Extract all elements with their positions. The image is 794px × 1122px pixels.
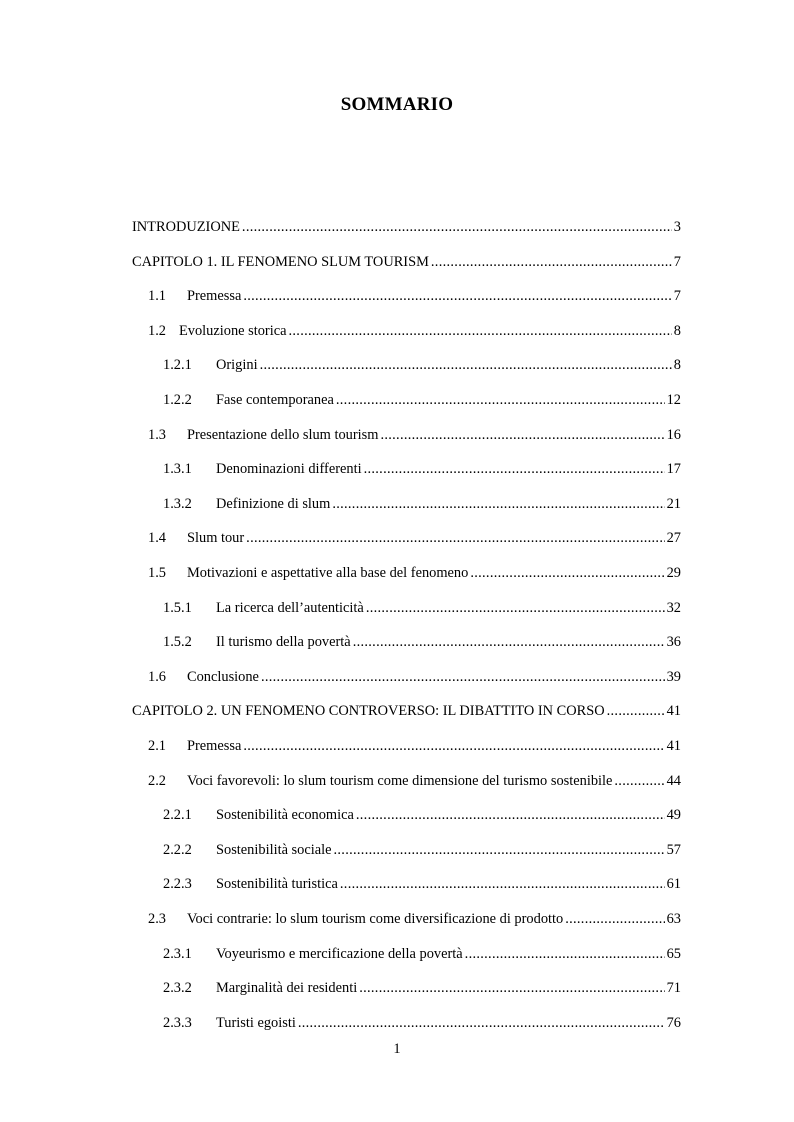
toc-entry-number: 1.5.2 (163, 634, 192, 651)
dot-leader (242, 220, 672, 234)
toc-entry[interactable] (132, 1006, 681, 1041)
dot-leader (340, 877, 665, 891)
toc-entry[interactable] (132, 556, 681, 591)
toc-entry-number: 1.6 (148, 668, 166, 685)
toc-entry-number: 2.3.3 (163, 1014, 192, 1031)
toc-entry-page: 71 (666, 980, 681, 997)
toc-entry-page: 57 (666, 841, 681, 858)
toc-entry[interactable] (132, 764, 681, 799)
toc-entry[interactable] (132, 314, 681, 349)
toc-entry[interactable] (132, 418, 681, 453)
toc-entry-page: 8 (673, 357, 681, 374)
toc-entry-number: 2.2.1 (163, 807, 192, 824)
toc-entry-page: 65 (666, 945, 681, 962)
toc-entry-title: La ricerca dell’autenticità (216, 599, 364, 616)
toc-entry-page: 44 (666, 772, 681, 789)
toc-entry-title: Premessa (187, 288, 242, 305)
dot-leader (353, 635, 665, 649)
toc-entry-page: 16 (666, 426, 681, 443)
page-number: 1 (393, 1041, 401, 1057)
toc-entry-title: Premessa (187, 738, 242, 754)
toc-entry[interactable] (132, 487, 681, 522)
toc-entry-number: 1.2 (148, 322, 166, 339)
toc-entry[interactable] (132, 833, 681, 868)
toc-entry-page: 3 (673, 219, 681, 236)
toc-entry-number: 1.2.2 (163, 392, 192, 409)
toc-entry-page: 41 (666, 703, 681, 720)
dot-leader (565, 912, 664, 926)
toc-entry-title: Turisti egoisti (216, 1014, 296, 1031)
dot-leader (465, 947, 665, 961)
toc-entry-title: CAPITOLO 2. UN FENOMENO CONTROVERSO: IL DIBATTITO IN CORSO (132, 703, 605, 720)
toc-entry-number: 1.3.2 (163, 495, 192, 512)
toc-entry-title: Motivazioni e aspettative alla base del fenomeno (187, 565, 469, 582)
toc-entry-page: 63 (666, 910, 681, 927)
toc-entry-page: 39 (666, 668, 681, 685)
toc-entry-number: 2.2.3 (163, 876, 192, 893)
toc-entry-title: Conclusione (187, 668, 259, 685)
toc-entry-title: INTRODUZIONE (132, 219, 240, 236)
toc-entry-title: Denominazioni differenti (216, 461, 362, 478)
toc-entry-title: Slum tour (187, 530, 245, 547)
toc-entry-number: 1.3.1 (163, 461, 192, 478)
toc-entry-title: Origini (216, 357, 258, 374)
toc-entry-number: 1.5.1 (163, 599, 192, 616)
toc-entry[interactable] (132, 936, 681, 971)
toc-entry-title: Sostenibilità sociale (216, 841, 332, 858)
dot-leader (289, 324, 672, 338)
dot-leader (366, 601, 665, 615)
toc-entry-title: Voci contrarie: lo slum tourism come diversificazione di prodotto (187, 910, 564, 927)
toc-entry[interactable] (132, 660, 681, 695)
toc-entry-title: Presentazione dello slum tourism (187, 426, 379, 443)
dot-leader (332, 497, 664, 511)
dot-leader (334, 843, 665, 857)
toc-entry[interactable] (132, 902, 681, 937)
toc-entry-page: 36 (666, 634, 681, 651)
toc-entry-number: 1.3 (148, 426, 166, 443)
toc-entry-number: 2.3.1 (163, 945, 192, 962)
toc-entry-page: 7 (673, 288, 681, 305)
toc-entry-number: 1.4 (148, 530, 166, 547)
toc-entry-page: 21 (666, 495, 681, 512)
toc-entry-page: 76 (666, 1014, 681, 1031)
toc-entry[interactable] (132, 625, 681, 660)
toc-entry-number: 2.1 (148, 738, 166, 754)
dot-leader (359, 981, 664, 995)
toc-entry[interactable] (132, 383, 681, 418)
dot-leader (298, 1016, 665, 1030)
toc-entry-number: 2.2.2 (163, 841, 192, 858)
dot-leader (614, 774, 664, 788)
dot-leader (243, 289, 671, 303)
toc-entry-title: Evoluzione storica (179, 322, 287, 339)
dot-leader (380, 428, 664, 442)
page-title: SOMMARIO (340, 94, 454, 115)
dot-leader (261, 670, 665, 684)
toc-entry-number: 2.2 (148, 772, 166, 789)
toc-entry-title: Voyeurismo e mercificazione della povertà (216, 945, 463, 962)
toc-entry[interactable] (132, 452, 681, 487)
toc-entry-title: Il turismo della povertà (216, 634, 351, 651)
dot-leader (356, 808, 665, 822)
toc-entry[interactable] (132, 348, 681, 383)
toc-entry-title: CAPITOLO 1. IL FENOMENO SLUM TOURISM (132, 253, 429, 270)
dot-leader (364, 462, 665, 476)
toc-entry-title: Sostenibilità turistica (216, 876, 338, 893)
toc-entry-number: 1.1 (148, 288, 166, 305)
toc-entry[interactable] (132, 245, 681, 280)
dot-leader (470, 566, 664, 580)
toc-entry-number: 1.5 (148, 565, 166, 582)
toc-entry[interactable] (132, 521, 681, 556)
dot-leader (260, 358, 672, 372)
toc-entry[interactable] (132, 210, 681, 245)
toc-entry[interactable] (132, 729, 681, 764)
toc-entry-page: 8 (673, 322, 681, 339)
dot-leader (431, 255, 672, 269)
toc-entry[interactable] (132, 694, 681, 729)
toc-entry-number: 1.2.1 (163, 357, 192, 374)
toc-entry-page: 32 (666, 599, 681, 616)
toc-entry-title: Voci favorevoli: lo slum tourism come dimensione del turismo sostenibile (187, 772, 613, 789)
toc-entry-page: 17 (666, 461, 681, 478)
dot-leader (607, 704, 665, 718)
toc-entry-page: 29 (666, 565, 681, 582)
toc-entry-page: 61 (666, 876, 681, 893)
toc-entry-page: 12 (666, 392, 681, 409)
toc-entry[interactable] (132, 867, 681, 902)
table-of-contents (132, 210, 681, 1040)
toc-entry-title: Sostenibilità economica (216, 807, 354, 824)
toc-entry-page: 49 (666, 807, 681, 824)
toc-entry-page: 41 (666, 738, 681, 754)
toc-entry[interactable] (132, 798, 681, 833)
dot-leader (336, 393, 665, 407)
toc-entry-number: 2.3 (148, 910, 166, 927)
toc-entry-title: Definizione di slum (216, 495, 331, 512)
toc-entry[interactable] (132, 971, 681, 1006)
toc-entry[interactable] (132, 591, 681, 626)
toc-entry-title: Marginalità dei residenti (216, 980, 358, 997)
toc-entry-title: Fase contemporanea (216, 392, 334, 409)
toc-entry[interactable] (132, 279, 681, 314)
toc-entry-page: 27 (666, 530, 681, 547)
dot-leader (246, 531, 664, 545)
dot-leader (243, 739, 664, 753)
toc-entry-number: 2.3.2 (163, 980, 192, 997)
toc-entry-page: 7 (673, 253, 681, 270)
